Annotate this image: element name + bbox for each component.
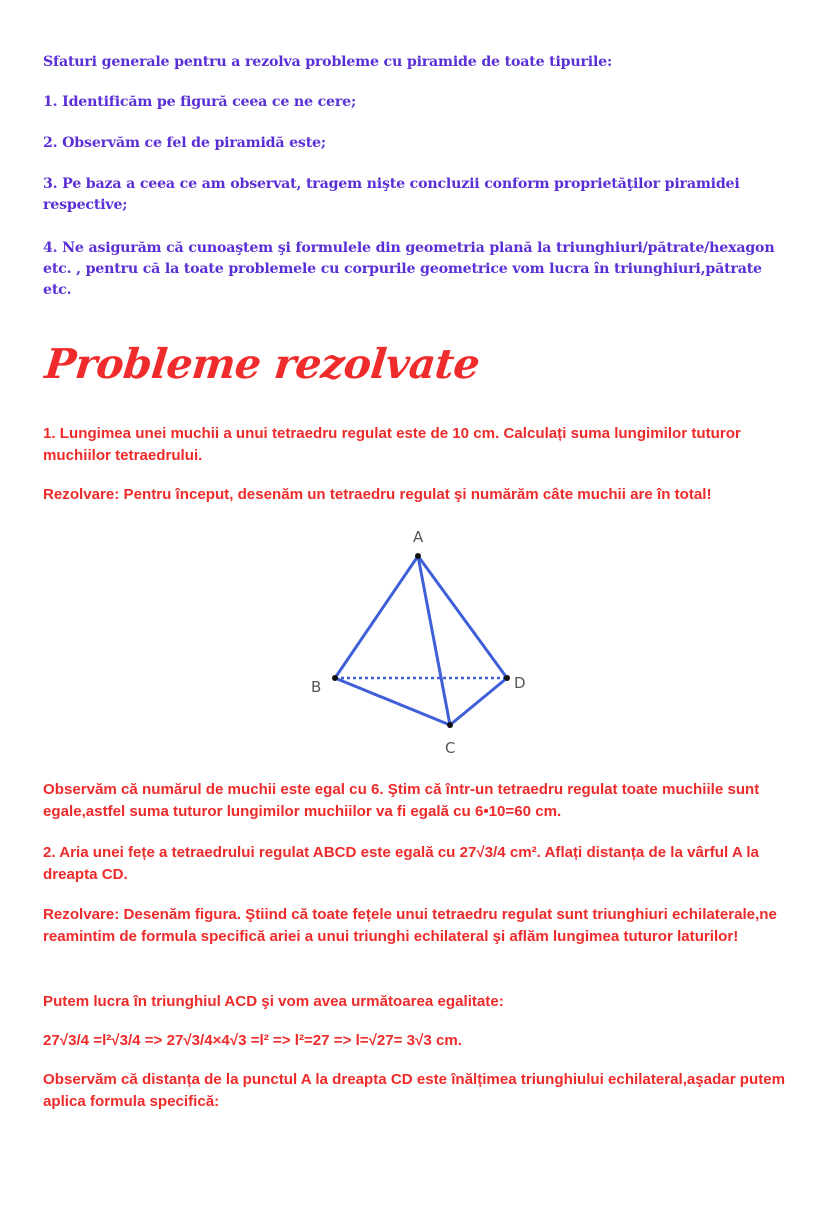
advice-title: Sfaturi generale pentru a rezolva probleme cu piramide de toate tipurile: <box>43 54 613 70</box>
tetrahedron-figure <box>300 520 540 765</box>
advice-item-3: 3. Pe baza a ceea ce am observat, tragem nişte concluzii conform proprietăţilor piramidei respective; <box>43 176 740 213</box>
tetrahedron-edges <box>335 556 507 725</box>
problem-2-equation: 27√3/4 =l²√3/4 => 27√3/4×4√3 =l² => l²=27 => l=√27= 3√3 cm. <box>43 1032 462 1049</box>
problem-1-statement: 1. Lungimea unei muchii a unui tetraedru regulat este de 10 cm. Calculați suma lungimilor tuturor muchiilor tetraedrului. <box>43 425 741 464</box>
vertex-b-label: B <box>311 678 322 696</box>
problem-2-solution-intro: Rezolvare: Desenăm figura. Ştiind că toate fețele unui tetraedru regulat sunt triunghiuri echilaterale,ne reamintim de formula specifică ariei a unui triunghi echilateral şi aflăm lungimea tuturor laturilor! <box>43 906 777 945</box>
vertex-a-label: A <box>413 528 424 546</box>
vertex-d-point <box>504 675 510 681</box>
problem-2-statement: 2. Aria unei fețe a tetraedrului regulat ABCD este egală cu 27√3/4 cm². Aflați distanța de la vârful A la dreapta CD. <box>43 844 759 883</box>
vertex-b-point <box>332 675 338 681</box>
advice-item-4: 4. Ne asigurăm că cunoaştem şi formulele din geometria plană la triunghiuri/pătrate/hexagon etc. , pentru că la toate problemele cu corpurile geometrice vom lucra în triunghiuri,pătrate etc. <box>43 240 775 298</box>
advice-item-2: 2. Observăm ce fel de piramidă este; <box>43 135 326 151</box>
advice-item-1: 1. Identificăm pe figură ceea ce ne cere; <box>43 94 357 110</box>
vertex-c-label: C <box>445 739 456 757</box>
vertex-c-point <box>447 722 453 728</box>
problem-1-solution-intro: Rezolvare: Pentru început, desenăm un tetraedru regulat şi numărăm câte muchii are în total! <box>43 486 712 503</box>
problem-1-conclusion: Observăm că numărul de muchii este egal cu 6. Ştim că într-un tetraedru regulat toate muchiile sunt egale,astfel suma tuturor lungimilor muchiilor va fi egală cu 6•10=60 cm. <box>43 781 760 820</box>
problem-2-observation: Observăm că distanța de la punctul A la dreapta CD este înălțimea triunghiului echilateral,aşadar putem aplica formula specifică: <box>43 1071 786 1110</box>
section-heading: Probleme rezolvate <box>42 340 482 388</box>
edge-cd <box>450 678 507 725</box>
edge-ac <box>418 556 450 725</box>
edge-bc <box>335 678 450 725</box>
vertex-d-label: D <box>514 674 526 692</box>
edge-ab <box>335 556 418 678</box>
edge-ad <box>418 556 507 678</box>
problem-2-step: Putem lucra în triunghiul ACD şi vom avea următoarea egalitate: <box>43 993 504 1010</box>
vertex-a-point <box>415 553 421 559</box>
